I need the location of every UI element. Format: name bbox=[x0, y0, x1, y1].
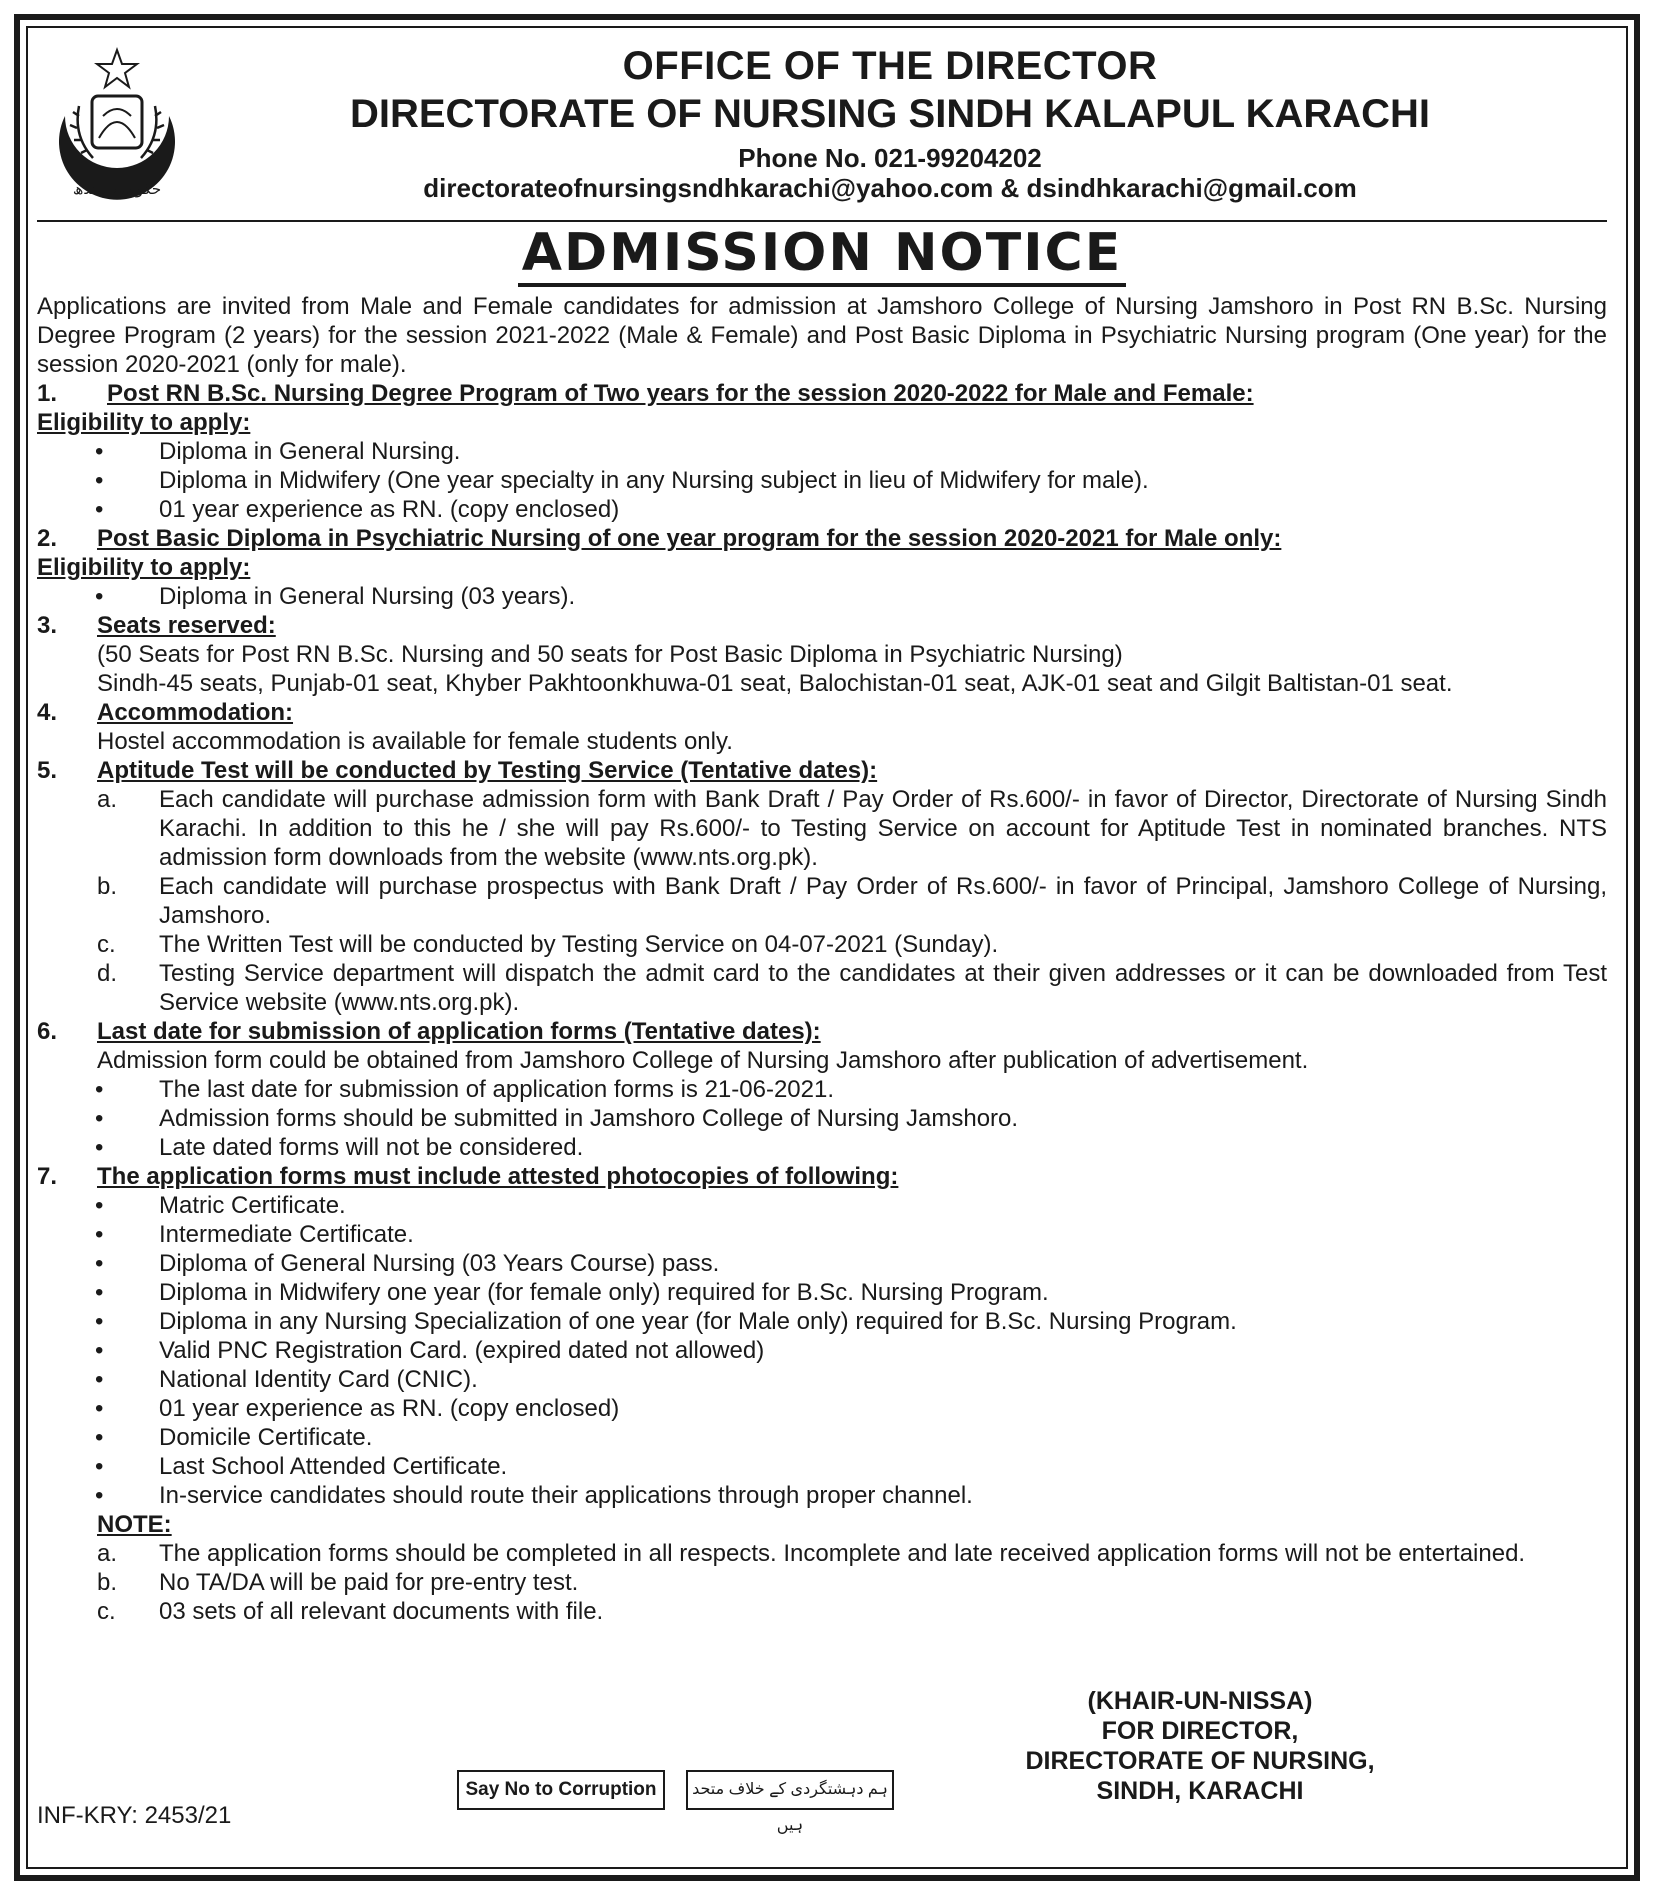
list-item-text: 01 year experience as RN. (copy enclosed) bbox=[159, 496, 620, 523]
list-item-text: Intermediate Certificate. bbox=[159, 1221, 414, 1248]
list-item-text: Diploma in Midwifery one year (for female only) required for B.Sc. Nursing Program. bbox=[159, 1279, 1049, 1306]
list-item-text: The last date for submission of application forms is 21-06-2021. bbox=[159, 1076, 835, 1103]
list-item-text: Valid PNC Registration Card. (expired dated not allowed) bbox=[159, 1337, 765, 1364]
section-number: 3. bbox=[37, 612, 58, 639]
sub-item-text: Each candidate will purchase admission form with Bank Draft / Pay Order of Rs.600/- in favor of Director, Directorate of Nursing Sindh Karachi. In addition to this he / she will pay Rs.600/- to Testing Service on account for Aptitude Test in nominated branches. NTS admission form downloads from the website (www.nts.org.pk). bbox=[159, 786, 1607, 871]
section-heading: Accommodation: bbox=[97, 699, 294, 726]
list-item bbox=[37, 1307, 1607, 1336]
email-addresses: directorateofnursingsndhkarachi@yahoo.com & dsindhkarachi@gmail.com bbox=[423, 173, 1357, 203]
list-item-text: Diploma in General Nursing. bbox=[159, 438, 461, 465]
note-item-letter: c. bbox=[97, 1598, 116, 1625]
bullet: • bbox=[95, 1076, 104, 1103]
signature-block bbox=[990, 1686, 1410, 1806]
note-item-text: No TA/DA will be paid for pre-entry test. bbox=[159, 1569, 579, 1596]
list-item bbox=[37, 1220, 1607, 1249]
list-item-text: Admission forms should be submitted in Jamshoro College of Nursing Jamshoro. bbox=[159, 1105, 1019, 1132]
sub-item-letter: c. bbox=[97, 931, 116, 958]
note-item-letter: a. bbox=[97, 1540, 118, 1567]
sub-item-text: Each candidate will purchase prospectus with Bank Draft / Pay Order of Rs.600/- in favor of Principal, Jamshoro College of Nursing, Jamshoro. bbox=[159, 873, 1607, 929]
list-item-text: In-service candidates should route their applications through proper channel. bbox=[159, 1482, 973, 1509]
list-item bbox=[37, 1365, 1607, 1394]
list-item bbox=[37, 1278, 1607, 1307]
list-item bbox=[37, 1075, 1607, 1104]
list-item bbox=[37, 1249, 1607, 1278]
notice-title-wrap bbox=[37, 224, 1607, 286]
phone-number: Phone No. 021-99204202 bbox=[738, 143, 1042, 173]
seats-summary: (50 Seats for Post RN B.Sc. Nursing and 50 seats for Post Basic Diploma in Psychiatric Nursing) bbox=[97, 641, 1123, 668]
eligibility-label: Eligibility to apply: bbox=[37, 554, 251, 581]
sub-item-text: Testing Service department will dispatch the admit card to the candidates at their given addresses or it can be downloaded from Test Service website (www.nts.org.pk). bbox=[159, 960, 1607, 1016]
signatory-line-2: DIRECTORATE OF NURSING, bbox=[1025, 1747, 1375, 1775]
bullet: • bbox=[95, 1192, 104, 1219]
section-5 bbox=[37, 756, 1607, 785]
eligibility-label: Eligibility to apply: bbox=[37, 409, 251, 436]
bullet: • bbox=[95, 1250, 104, 1277]
bullet: • bbox=[95, 1453, 104, 1480]
section-number: 6. bbox=[37, 1018, 58, 1045]
note-item bbox=[37, 1568, 1607, 1597]
list-item bbox=[37, 1481, 1607, 1510]
section-heading: Aptitude Test will be conducted by Testing Service (Tentative dates): bbox=[97, 757, 878, 784]
list-item-text: Diploma in General Nursing (03 years). bbox=[159, 583, 576, 610]
list-item bbox=[37, 582, 1607, 611]
notice-body bbox=[37, 292, 1607, 1626]
sub-item bbox=[37, 785, 1607, 872]
list-item bbox=[37, 495, 1607, 524]
section-heading: Seats reserved: bbox=[97, 612, 276, 639]
section-heading: Post Basic Diploma in Psychiatric Nursing of one year program for the session 2020-2021 for Male only: bbox=[97, 525, 1282, 552]
section-heading: Last date for submission of application forms (Tentative dates): bbox=[97, 1018, 821, 1045]
list-item-text: Diploma in any Nursing Specialization of one year (for Male only) required for B.Sc. Nursing Program. bbox=[159, 1308, 1237, 1335]
list-item-text: 01 year experience as RN. (copy enclosed) bbox=[159, 1395, 620, 1422]
list-item bbox=[37, 466, 1607, 495]
section-1 bbox=[37, 379, 1607, 408]
sub-item-text: The Written Test will be conducted by Testing Service on 04-07-2021 (Sunday). bbox=[159, 931, 999, 958]
list-item-text: Diploma in Midwifery (One year specialty in any Nursing subject in lieu of Midwifery for male). bbox=[159, 467, 1149, 494]
section-number: 4. bbox=[37, 699, 58, 726]
note-item bbox=[37, 1597, 1607, 1626]
list-item bbox=[37, 1191, 1607, 1220]
bullet: • bbox=[95, 1134, 104, 1161]
bullet: • bbox=[95, 1424, 104, 1451]
section-2 bbox=[37, 524, 1607, 553]
list-item-text: Domicile Certificate. bbox=[159, 1424, 373, 1451]
note-item bbox=[37, 1539, 1607, 1568]
bullet: • bbox=[95, 496, 104, 523]
bullet: • bbox=[95, 1482, 104, 1509]
bullet: • bbox=[95, 1337, 104, 1364]
section-heading: Post RN B.Sc. Nursing Degree Program of Two years for the session 2020-2022 for Male and Female: bbox=[107, 380, 1254, 407]
note-item-letter: b. bbox=[97, 1569, 118, 1596]
section-3 bbox=[37, 611, 1607, 640]
sub-item bbox=[37, 959, 1607, 1017]
sub-item-letter: d. bbox=[97, 960, 118, 987]
bullet: • bbox=[95, 1366, 104, 1393]
notice-title: ADMISSION NOTICE bbox=[518, 223, 1126, 287]
note-heading: NOTE: bbox=[97, 1511, 172, 1538]
bullet: • bbox=[95, 438, 104, 465]
list-item-text: Late dated forms will not be considered. bbox=[159, 1134, 584, 1161]
accommodation-text: Hostel accommodation is available for female students only. bbox=[97, 728, 733, 755]
letterhead bbox=[37, 40, 1607, 222]
list-item bbox=[37, 1133, 1607, 1162]
section-4 bbox=[37, 698, 1607, 727]
section-number: 7. bbox=[37, 1163, 58, 1190]
section-number: 2. bbox=[37, 525, 58, 552]
list-item bbox=[37, 1104, 1607, 1133]
list-item-text: Diploma of General Nursing (03 Years Course) pass. bbox=[159, 1250, 720, 1277]
list-item bbox=[37, 1423, 1607, 1452]
list-item-text: Last School Attended Certificate. bbox=[159, 1453, 508, 1480]
signatory-line-3: SINDH, KARACHI bbox=[1096, 1777, 1304, 1805]
section-number: 1. bbox=[37, 380, 58, 407]
section-6 bbox=[37, 1017, 1607, 1046]
list-item bbox=[37, 1394, 1607, 1423]
section-7 bbox=[37, 1162, 1607, 1191]
bullet: • bbox=[95, 467, 104, 494]
bullet: • bbox=[95, 1395, 104, 1422]
seats-distribution: Sindh-45 seats, Punjab-01 seat, Khyber Pakhtoonkhuwa-01 seat, Balochistan-01 seat, AJK-01 seat and Gilgit Baltistan-01 seat. bbox=[97, 670, 1453, 697]
signatory-line-1: FOR DIRECTOR, bbox=[1101, 1717, 1299, 1745]
list-item bbox=[37, 1452, 1607, 1481]
admission-form-text: Admission form could be obtained from Jamshoro College of Nursing Jamshoro after publication of advertisement. bbox=[97, 1047, 1309, 1074]
list-item-text: Matric Certificate. bbox=[159, 1192, 346, 1219]
directorate-title: DIRECTORATE OF NURSING SINDH KALAPUL KARACHI bbox=[349, 92, 1431, 136]
bullet: • bbox=[95, 1279, 104, 1306]
anti-terrorism-slogan: ہم دہشتگردی کے خلاف متحد ہیں bbox=[686, 1770, 894, 1810]
note-item-text: The application forms should be completed in all respects. Incomplete and late received application forms will not be entertained. bbox=[159, 1540, 1526, 1567]
anti-corruption-slogan: Say No to Corruption bbox=[457, 1770, 665, 1810]
bullet: • bbox=[95, 583, 104, 610]
bullet: • bbox=[95, 1308, 104, 1335]
emblem-text: حکومت سندھ bbox=[72, 180, 162, 198]
sub-item bbox=[37, 930, 1607, 959]
office-title: OFFICE OF THE DIRECTOR bbox=[622, 44, 1158, 88]
sub-item-letter: b. bbox=[97, 873, 118, 900]
sub-item-letter: a. bbox=[97, 786, 118, 813]
note-item-text: 03 sets of all relevant documents with file. bbox=[159, 1598, 604, 1625]
bullet: • bbox=[95, 1221, 104, 1248]
bullet: • bbox=[95, 1105, 104, 1132]
list-item bbox=[37, 1336, 1607, 1365]
signatory-name: (KHAIR-UN-NISSA) bbox=[1087, 1687, 1313, 1715]
list-item bbox=[37, 437, 1607, 466]
section-heading: The application forms must include attested photocopies of following: bbox=[97, 1163, 899, 1190]
sub-item bbox=[37, 872, 1607, 930]
notice-content bbox=[37, 40, 1607, 1626]
list-item-text: National Identity Card (CNIC). bbox=[159, 1366, 478, 1393]
section-number: 5. bbox=[37, 757, 58, 784]
intro-paragraph: Applications are invited from Male and Female candidates for admission at Jamshoro College of Nursing Jamshoro in Post RN B.Sc. Nursing Degree Program (2 years) for the session 2021-2022 (Male & Female) and Post Basic Diploma in Psychiatric Nursing program (One year) for the session 2020-2021 (only for male). bbox=[37, 293, 1607, 378]
reference-number: INF-KRY: 2453/21 bbox=[37, 1802, 232, 1829]
